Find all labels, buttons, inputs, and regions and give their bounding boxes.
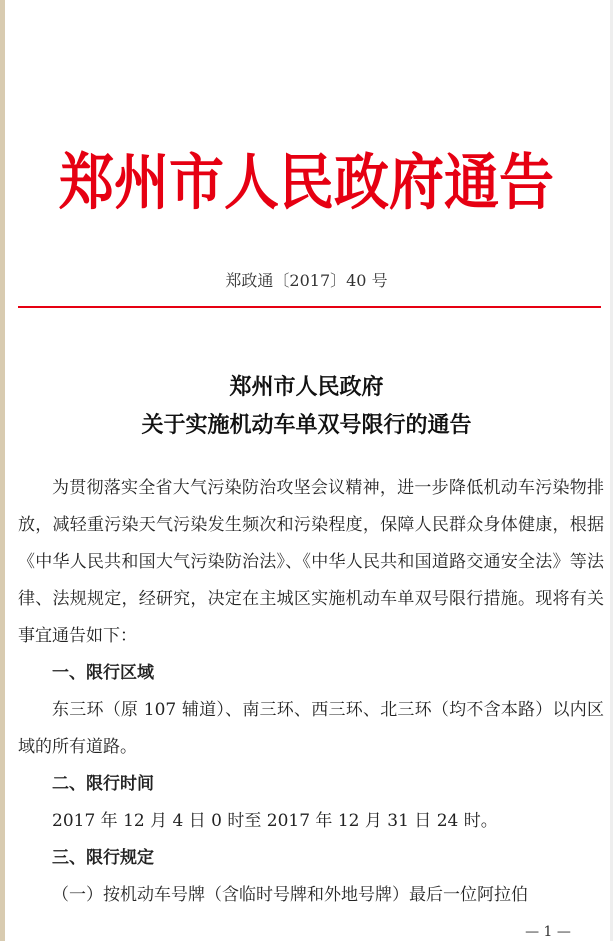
notice-title-line-2: 关于实施机动车单双号限行的通告 [141, 412, 472, 438]
section-heading-area: 一、限行区域 [52, 663, 154, 683]
section-text-area: 东三环（原 107 辅道）、南三环、西三环、北三环（均不含本路）以内区域的所有道路。 [18, 700, 604, 757]
section-heading-rules: 三、限行规定 [52, 848, 154, 868]
intro-paragraph: 为贯彻落实全省大气污染防治攻坚会议精神，进一步降低机动车污染物排放，减轻重污染天气污染发生频次和污染程度，保障人民群众身体健康，根据《中华人民共和国大气污染防治法》、《中华人民共和国道路交通安全法》等法律、法规规定，经研究，决定在主城区实施机动车单双号限行措施。现将有关事宜通告如下： [18, 478, 604, 646]
notice-title [0, 368, 613, 444]
page-number: — 1 — [525, 924, 571, 940]
notice-body [18, 470, 604, 914]
section-heading-time: 二、限行时间 [52, 774, 154, 794]
document-header-title: 郑州市人民政府通告 [58, 145, 554, 218]
section-text-time: 2017 年 12 月 4 日 0 时至 2017 年 12 月 31 日 24 时。 [52, 811, 498, 831]
section-text-rules-item-1: （一）按机动车号牌（含临时号牌和外地号牌）最后一位阿拉伯 [52, 885, 528, 905]
document-number: 郑政通〔2017〕40 号 [225, 271, 388, 290]
red-divider-line [18, 306, 601, 308]
notice-title-line-1: 郑州市人民政府 [229, 374, 384, 400]
